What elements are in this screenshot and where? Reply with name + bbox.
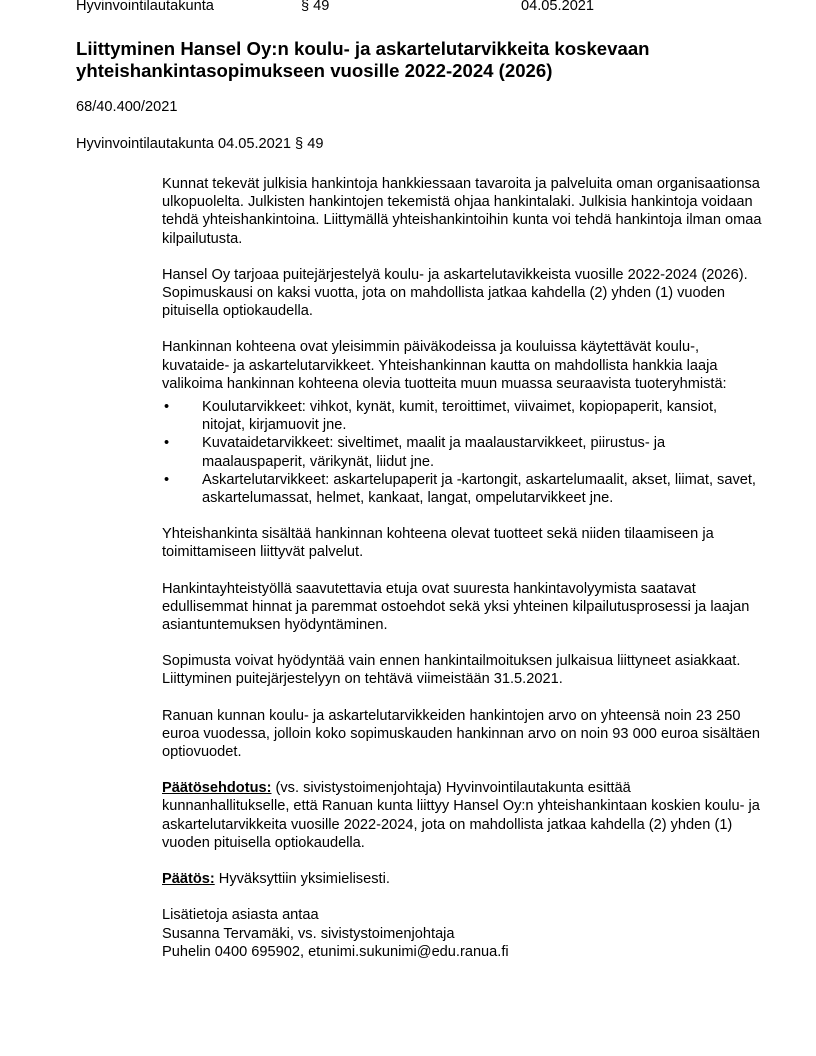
paragraph: Hankintayhteistyöllä saavutettavia etuja ovat suuresta hankintavolyymista saatavat edullisemmat hinnat ja paremmat ostoehdot sekä yksi yhteinen kilpailutusprosessi ja laajan asiantuntemuksen hyödyntäminen. [162, 580, 750, 634]
list-item-text: Koulutarvikkeet: vihkot, kynät, kumit, teroittimet, viivaimet, kopiopaperit, kansiot, nitojat, kirjamuovit jne. [202, 399, 718, 434]
decision-label: Päätös: [162, 871, 215, 888]
meeting-reference: Hyvinvointilautakunta 04.05.2021 § 49 [76, 136, 324, 152]
decision-text: Hyväksyttiin yksimielisesti. [214, 871, 390, 888]
list-item [162, 434, 762, 470]
decision [162, 870, 762, 888]
title-line-2: yhteishankintasopimukseen vuosille 2022-2024 (2026) [76, 60, 553, 81]
list-item-text: Askartelutarvikkeet: askartelupaperit ja -kartongit, askartelumaalit, akset, liimat, savet, askartelumassat, helmet, kankaat, langat, ompelutarvikkeet jne. [202, 471, 756, 507]
proposal-text: (vs. sivistystoimenjohtaja) Hyvinvointilautakunta esittää kunnanhallitukselle, että Ranuan kunta liittyy Hansel Oy:n yhteishankintaan koskien koulu- ja askartelutarvikkeita vuosille 2022-2024, jota on mahdollista jatkaa kahdella (2) yhden (1) vuoden pituisella optiokaudella. [162, 780, 760, 851]
contact-person: Susanna Tervamäki, vs. sivistystoimenjohtaja [162, 925, 455, 942]
contact-intro: Lisätietoja asiasta antaa [162, 907, 319, 924]
paragraph: Hansel Oy tarjoaa puitejärjestelyä koulu- ja askartelutavikkeista vuosille 2022-2024 (2026). Sopimuskausi on kaksi vuotta, jota on mahdollista jatkaa kahdella (2) yhden (1) vuoden pituisella optiokaudella. [162, 266, 748, 320]
list-item-text: Kuvataidetarvikkeet: siveltimet, maalit ja maalaustarvikkeet, piirustus- ja maalauspaperit, värikynät, liidut jne. [202, 435, 666, 470]
document-body [162, 175, 762, 961]
contact-info [162, 906, 762, 961]
proposal-label: Päätösehdotus: [162, 780, 272, 797]
document-title [76, 38, 756, 82]
bullet-icon: • [164, 399, 170, 416]
list-item [162, 398, 762, 434]
paragraph: Sopimusta voivat hyödyntää vain ennen hankintailmoituksen julkaisua liittyneet asiakkaat. Liittyminen puitejärjestelyyn on tehtävä viimeistään 31.5.2021. [162, 653, 741, 688]
contact-phone-email: Puhelin 0400 695902, etunimi.sukunimi@edu.ranua.fi [162, 943, 509, 960]
header-section: § 49 [301, 0, 330, 14]
paragraph: Kunnat tekevät julkisia hankintoja hankkiessaan tavaroita ja palveluita oman organisaationsa ulkopuolelta. Julkisten hankintojen tekemistä ohjaa hankintalaki. Julkisia hankintoja voidaan tehdä yhteishankintoina. Liittymällä yhteishankintoihin kunta voi tehdä hankintoja ilman omaa kilpailutusta. [162, 176, 762, 247]
product-group-list [162, 398, 762, 507]
paragraph: Yhteishankinta sisältää hankinnan kohteena olevat tuotteet sekä niiden tilaamiseen ja toimittamiseen liittyvät palvelut. [162, 526, 714, 561]
decision-proposal [162, 779, 762, 852]
bullet-icon: • [164, 435, 170, 452]
paragraph: Hankinnan kohteena ovat yleisimmin päiväkodeissa ja kouluissa käytettävät koulu-, kuvataide- ja askartelutarvikkeet. Yhteishankinnan kautta on mahdollista hankkia laaja valikoima hankinnan kohteena olevia tuotteita muun muassa seuraavista tuoteryhmistä: [162, 339, 727, 392]
paragraph: Ranuan kunnan koulu- ja askartelutarvikkeiden hankintojen arvo on yhteensä noin 23 250 euroa vuodessa, jolloin koko sopimuskauden hankinnan arvo on noin 93 000 euroa sisältäen optiovuodet. [162, 707, 760, 761]
title-line-1: Liittyminen Hansel Oy:n koulu- ja askartelutarvikkeita koskevaan [76, 38, 650, 59]
diary-number: 68/40.400/2021 [76, 99, 178, 115]
header-committee: Hyvinvointilautakunta [76, 0, 214, 14]
header-date: 04.05.2021 [521, 0, 595, 14]
bullet-icon: • [164, 471, 170, 488]
list-item [162, 471, 762, 507]
